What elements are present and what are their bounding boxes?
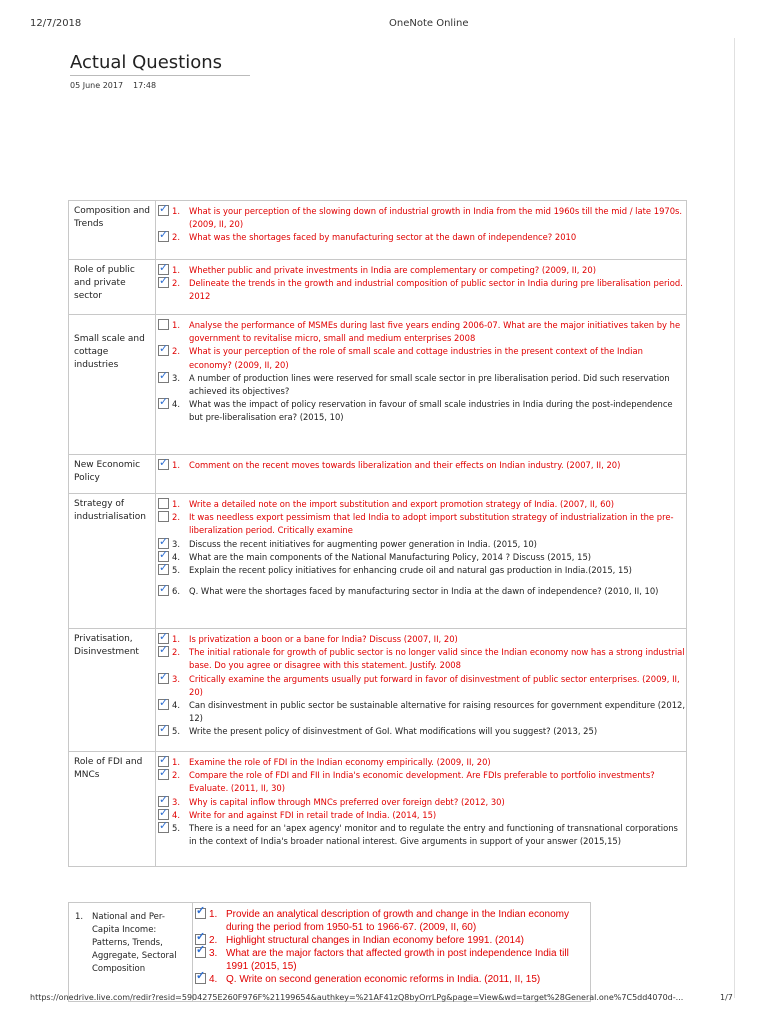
question-item [156,564,686,577]
checkbox[interactable] [158,498,169,509]
question-number: 5. [172,726,180,737]
page-count: 1/7 [720,993,733,1002]
table-row [69,455,687,494]
question-item [156,498,686,511]
category-label: Strategy of industrialisation [74,499,146,522]
question-number: 2. [172,770,180,781]
question-text: It was needless export pessimism that led India to adopt import substitution strategy of industrialization in the pre-liberalization period. Critically examine [189,512,674,536]
page-title[interactable]: Actual Questions [70,52,222,73]
category-label: Role of public and private sector [74,265,135,301]
question-number: 3. [172,673,180,684]
question-text: A number of production lines were reserved for small scale sector in pre liberalisation period. Did such reservation achieved its objectives? [189,372,670,397]
checkbox[interactable] [158,372,169,383]
question-text: What was the shortages faced by manufacturing sector at the dawn of independence? 2010 [189,232,577,243]
question-item [156,673,686,699]
question-text: Why is capital inflow through MNCs preferred over foreign debt? (2012, 30) [189,796,505,807]
question-text: Delineate the trends in the growth and industrial composition of public sector in India during pre liberalisation period. 2012 [189,278,683,302]
question-text: Write a detailed note on the import substitution and export promotion strategy of India. (2007, II, 60) [189,499,615,509]
question-text: What are the main components of the National Manufacturing Policy, 2014 ? Discuss (2015, 15) [189,551,592,562]
table-row [69,903,591,1002]
question-item [156,633,686,646]
checkbox[interactable] [158,822,169,833]
checkbox[interactable] [158,231,169,242]
category-cell [69,494,156,629]
checkbox[interactable] [158,205,169,216]
question-item [193,908,590,934]
question-item [156,769,686,795]
question-number: 4. [172,700,180,711]
checkbox[interactable] [158,585,169,596]
question-text: Provide an analytical description of growth and change in the Indian economy during the period from 1950-51 to 1966-67. (2009, II, 60) [226,909,569,933]
table-row [69,201,687,260]
question-number: 1. [172,320,180,330]
question-text: Analyse the performance of MSMEs during last five years ending 2006-07. What are the major initiatives taken by he government to revitalise micro, small and medium enterprises 2008 [189,320,681,344]
table-row [69,629,687,752]
category-label: National and Per-Capita Income: Patterns, Trends, Aggregate, Sectoral Composition [92,912,177,974]
questions-cell [156,315,687,455]
category-label: Role of FDI and MNCs [74,757,143,780]
category-cell [69,260,156,315]
print-app-title: OneNote Online [389,18,469,29]
checkbox[interactable] [195,947,206,958]
checkbox[interactable] [158,459,169,470]
questions-cell [193,903,591,1002]
question-number: 3. [209,948,218,959]
question-text: Highlight structural changes in Indian economy before 1991. (2014) [226,935,524,946]
question-number: 3. [172,372,180,383]
question-number: 1. [172,499,180,509]
question-item [156,796,686,809]
questions-cell [156,752,687,867]
page-divider [734,38,735,998]
question-number: 4. [172,399,180,410]
category-label: Composition and Trends [74,206,150,229]
page-meta [70,81,166,90]
question-number: 1. [172,265,180,275]
print-date: 12/7/2018 [30,18,82,29]
question-text: What are the major factors that affected growth in post independence India till 1991 (2015, 15) [226,948,569,972]
question-item [156,756,686,769]
question-item [156,822,686,848]
question-number: 2. [172,647,180,658]
question-item [193,973,590,986]
checkbox[interactable] [158,319,169,330]
question-text: Comment on the recent moves towards liberalization and their effects on Indian industry. (2007, II, 20) [189,460,621,470]
question-text: What was the impact of policy reservation in favour of small scale industries in India during the post-independence but pre-liberalisation era? (2015, 10) [189,399,673,423]
question-text: The initial rationale for growth of public sector is no longer valid since the Indian economy now has a strong industrial base. Do you agree or disagree with this statement. Justify. 2008 [189,647,685,671]
question-item [193,934,590,947]
page-date: 05 June 2017 [70,81,124,90]
question-item [156,205,686,231]
checkbox[interactable] [195,908,206,919]
question-number: 4. [209,974,218,985]
question-text: Write the present policy of disinvestment of GoI. What modifications will you suggest? (2013, 25) [189,726,598,737]
category-cell [69,903,193,1002]
question-item [156,646,686,672]
category-label: Privatisation, Disinvestment [74,634,139,657]
question-number: 4. [172,551,180,562]
question-item [156,277,686,303]
question-item [156,319,686,345]
title-underline [70,75,250,76]
question-number: 3. [172,796,180,807]
question-text: Critically examine the arguments usually put forward in favor of disinvestment of public sector enterprises. (2009, II, 20) [189,673,680,697]
question-text: Examine the role of FDI in the Indian economy empirically. (2009, II, 20) [189,757,491,767]
question-text: Compare the role of FDI and FII in India's economic development. Are FDIs preferable to portfolio investments? Evaluate. (2011, II, 30) [189,770,655,794]
questions-cell [156,494,687,629]
question-text: Q. What were the shortages faced by manufacturing sector in India at the dawn of independence? (2010, II, 10) [189,586,659,597]
category-cell [69,752,156,867]
table-row [69,494,687,629]
category-number: 1. [75,912,84,922]
checkbox[interactable] [158,646,169,657]
question-text: Discuss the recent initiatives for augmenting power generation in India. (2015, 10) [189,538,537,549]
questions-cell [156,629,687,752]
question-text: Whether public and private investments in India are complementary or competing? (2009, II, 20) [189,265,596,275]
checkbox[interactable] [158,398,169,409]
question-number: 2. [172,278,180,289]
question-number: 3. [172,538,180,549]
question-item [156,551,686,564]
page-url: https://onedrive.live.com/redir?resid=5904275E260F976F%21199654&authkey=%21AF41zQ8byOrrLPg&page=View&wd=target%28General.one%7C5dd4070d-... [30,993,684,1002]
question-number: 4. [172,809,180,820]
question-text: What is your perception of the role of small scale and cottage industries in the present context of the Indian economy? (2009, II, 20) [189,346,643,370]
question-text: Is privatization a boon or a bane for India? Discuss (2007, II, 20) [189,634,458,644]
question-number: 5. [172,823,180,834]
checkbox[interactable] [158,277,169,288]
question-number: 2. [209,935,218,946]
question-item [156,398,686,424]
question-text: Explain the recent policy initiatives for enhancing crude oil and natural gas production in India.(2015, 15) [189,565,632,576]
question-item [156,699,686,725]
question-number: 1. [172,757,180,767]
question-number: 1. [172,206,180,216]
table-row [69,260,687,315]
question-item [156,345,686,371]
question-text: Write for and against FDI in retail trade of India. (2014, 15) [189,809,437,820]
questions-table [68,200,687,867]
category-label: New Economic Policy [74,460,141,483]
question-text: Can disinvestment in public sector be sustainable alternative for raising resources for government expenditure (2012, 12) [189,700,686,724]
question-number: 2. [172,512,180,523]
category-cell [69,201,156,260]
page-time: 17:48 [133,81,157,90]
question-number: 5. [172,565,180,576]
checkbox[interactable] [158,699,169,710]
question-item [156,264,686,277]
question-number: 6. [172,586,180,597]
category-label: Small scale and cottage industries [74,334,145,370]
checkbox[interactable] [158,769,169,780]
category-cell [69,455,156,494]
question-item [156,585,686,598]
checkbox[interactable] [158,673,169,684]
table-row [69,315,687,455]
checkbox[interactable] [158,345,169,356]
question-number: 1. [209,909,218,920]
category-cell [69,315,156,455]
question-item [156,538,686,551]
question-number: 1. [172,634,180,644]
question-number: 2. [172,346,180,357]
question-item [156,231,686,244]
checkbox[interactable] [158,725,169,736]
table-row [69,752,687,867]
question-item [156,725,686,738]
question-number: 1. [172,460,180,470]
questions-cell [156,455,687,494]
questions-cell [156,260,687,315]
category-cell [69,629,156,752]
checkbox[interactable] [195,973,206,984]
question-item [156,372,686,398]
question-item [156,809,686,822]
checkbox[interactable] [158,564,169,575]
income-questions-table [68,902,591,1002]
questions-cell [156,201,687,260]
question-text: Q. Write on second generation economic reforms in India. (2011, II, 15) [226,974,541,985]
question-item [156,459,686,472]
question-item [193,947,590,973]
question-number: 2. [172,232,180,243]
question-text: What is your perception of the slowing down of industrial growth in India from the mid 1960s till the mid / late 1970s. (2009, II, 20) [189,206,683,230]
question-text: There is a need for an 'apex agency' monitor and to regulate the entry and functioning of transnational corporations in the context of India's broader national interest. Give arguments in support of your answer (2015,15) [189,823,678,847]
question-item [156,511,686,537]
checkbox[interactable] [158,511,169,522]
